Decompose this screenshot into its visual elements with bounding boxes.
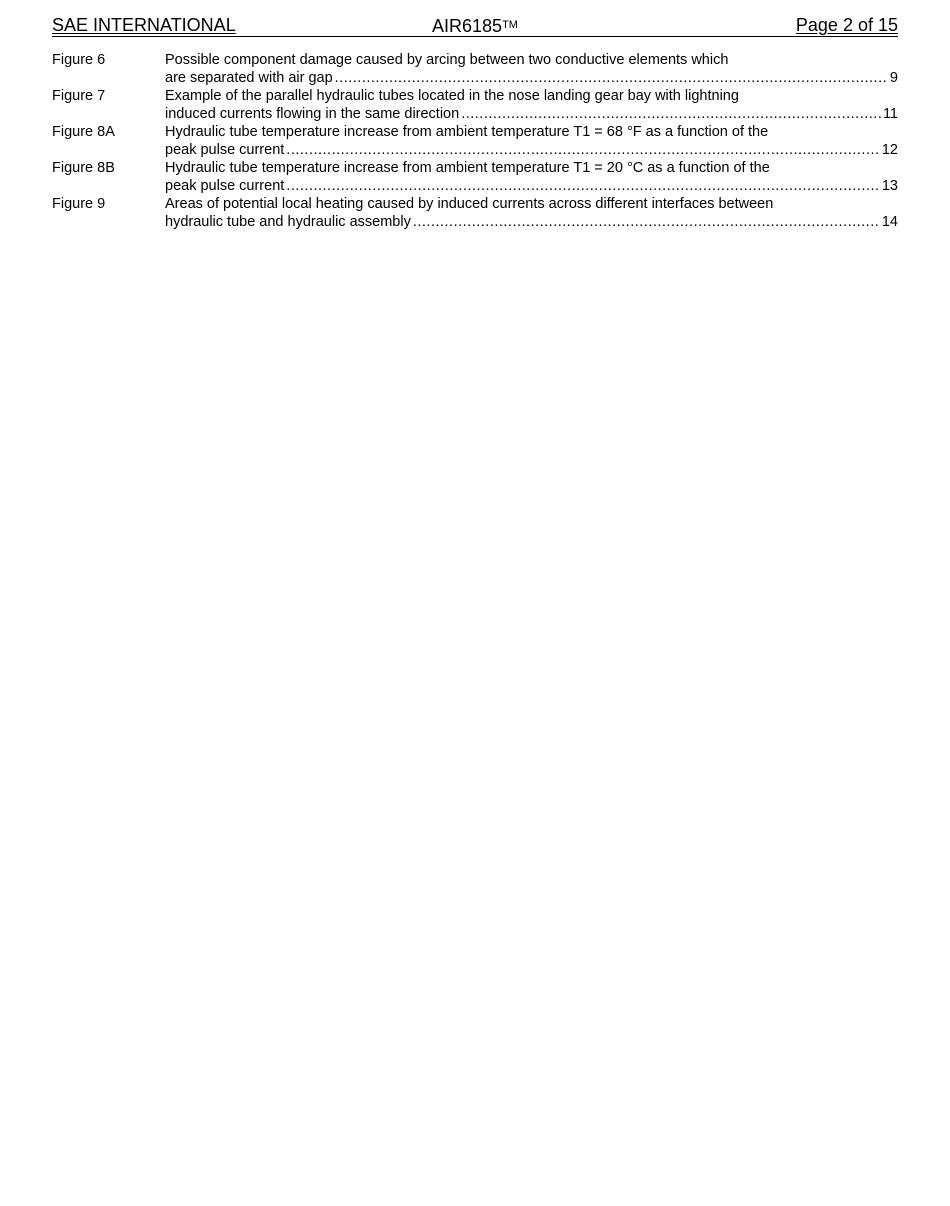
figure-entry-6[interactable] — [52, 51, 898, 87]
publisher-name: SAE INTERNATIONAL — [52, 15, 236, 35]
caption-line-2 — [165, 213, 898, 231]
dot-leader — [461, 105, 881, 123]
figure-label: Figure 8B — [52, 160, 115, 176]
figure-caption — [165, 123, 898, 159]
figure-entry-8a[interactable] — [52, 123, 898, 159]
caption-line-2-text: are separated with air gap — [165, 70, 333, 86]
caption-line-1: Example of the parallel hydraulic tubes located in the nose landing gear bay with lightning — [165, 88, 739, 104]
dot-leader — [286, 141, 880, 159]
figure-page-number[interactable]: 12 — [881, 142, 898, 158]
figure-label: Figure 9 — [52, 196, 106, 212]
caption-line-2-text: peak pulse current — [165, 142, 285, 158]
figure-label: Figure 7 — [52, 88, 106, 104]
caption-line-1: Possible component damage caused by arcing between two conductive elements which — [165, 52, 729, 68]
caption-line-1: Hydraulic tube temperature increase from ambient temperature T1 = 68 °F as a function of the — [165, 124, 769, 140]
figure-caption — [165, 195, 898, 231]
caption-line-2 — [165, 141, 898, 159]
caption-line-2-text: hydraulic tube and hydraulic assembly — [165, 214, 411, 230]
figure-page-number[interactable]: 11 — [882, 106, 898, 122]
list-of-figures — [52, 51, 898, 231]
caption-line-2 — [165, 69, 898, 87]
figure-page-number[interactable]: 9 — [889, 70, 898, 86]
figure-entry-7[interactable] — [52, 87, 898, 123]
figure-entry-9[interactable] — [52, 195, 898, 231]
caption-line-2-text: induced currents flowing in the same direction — [165, 106, 460, 122]
figure-page-number[interactable]: 13 — [881, 178, 898, 194]
figure-label: Figure 8A — [52, 124, 115, 140]
document-number — [432, 14, 518, 37]
figure-caption — [165, 51, 898, 87]
figure-entry-8b[interactable] — [52, 159, 898, 195]
page-number: Page 2 of 15 — [795, 15, 898, 35]
document-number-text: AIR6185 — [432, 16, 503, 36]
dot-leader — [286, 177, 880, 195]
figure-page-number[interactable]: 14 — [881, 214, 898, 230]
page-header — [52, 14, 898, 37]
trademark-mark: TM — [502, 19, 518, 31]
figure-caption — [165, 159, 898, 195]
caption-line-2 — [165, 177, 898, 195]
figure-label: Figure 6 — [52, 52, 106, 68]
figure-caption — [165, 87, 898, 123]
caption-line-1: Hydraulic tube temperature increase from ambient temperature T1 = 20 °C as a function of the — [165, 160, 770, 176]
dot-leader — [413, 213, 880, 231]
caption-line-2-text: peak pulse current — [165, 178, 285, 194]
caption-line-2 — [165, 105, 898, 123]
dot-leader — [335, 69, 888, 87]
caption-line-1: Areas of potential local heating caused by induced currents across different interfaces between — [165, 196, 774, 212]
